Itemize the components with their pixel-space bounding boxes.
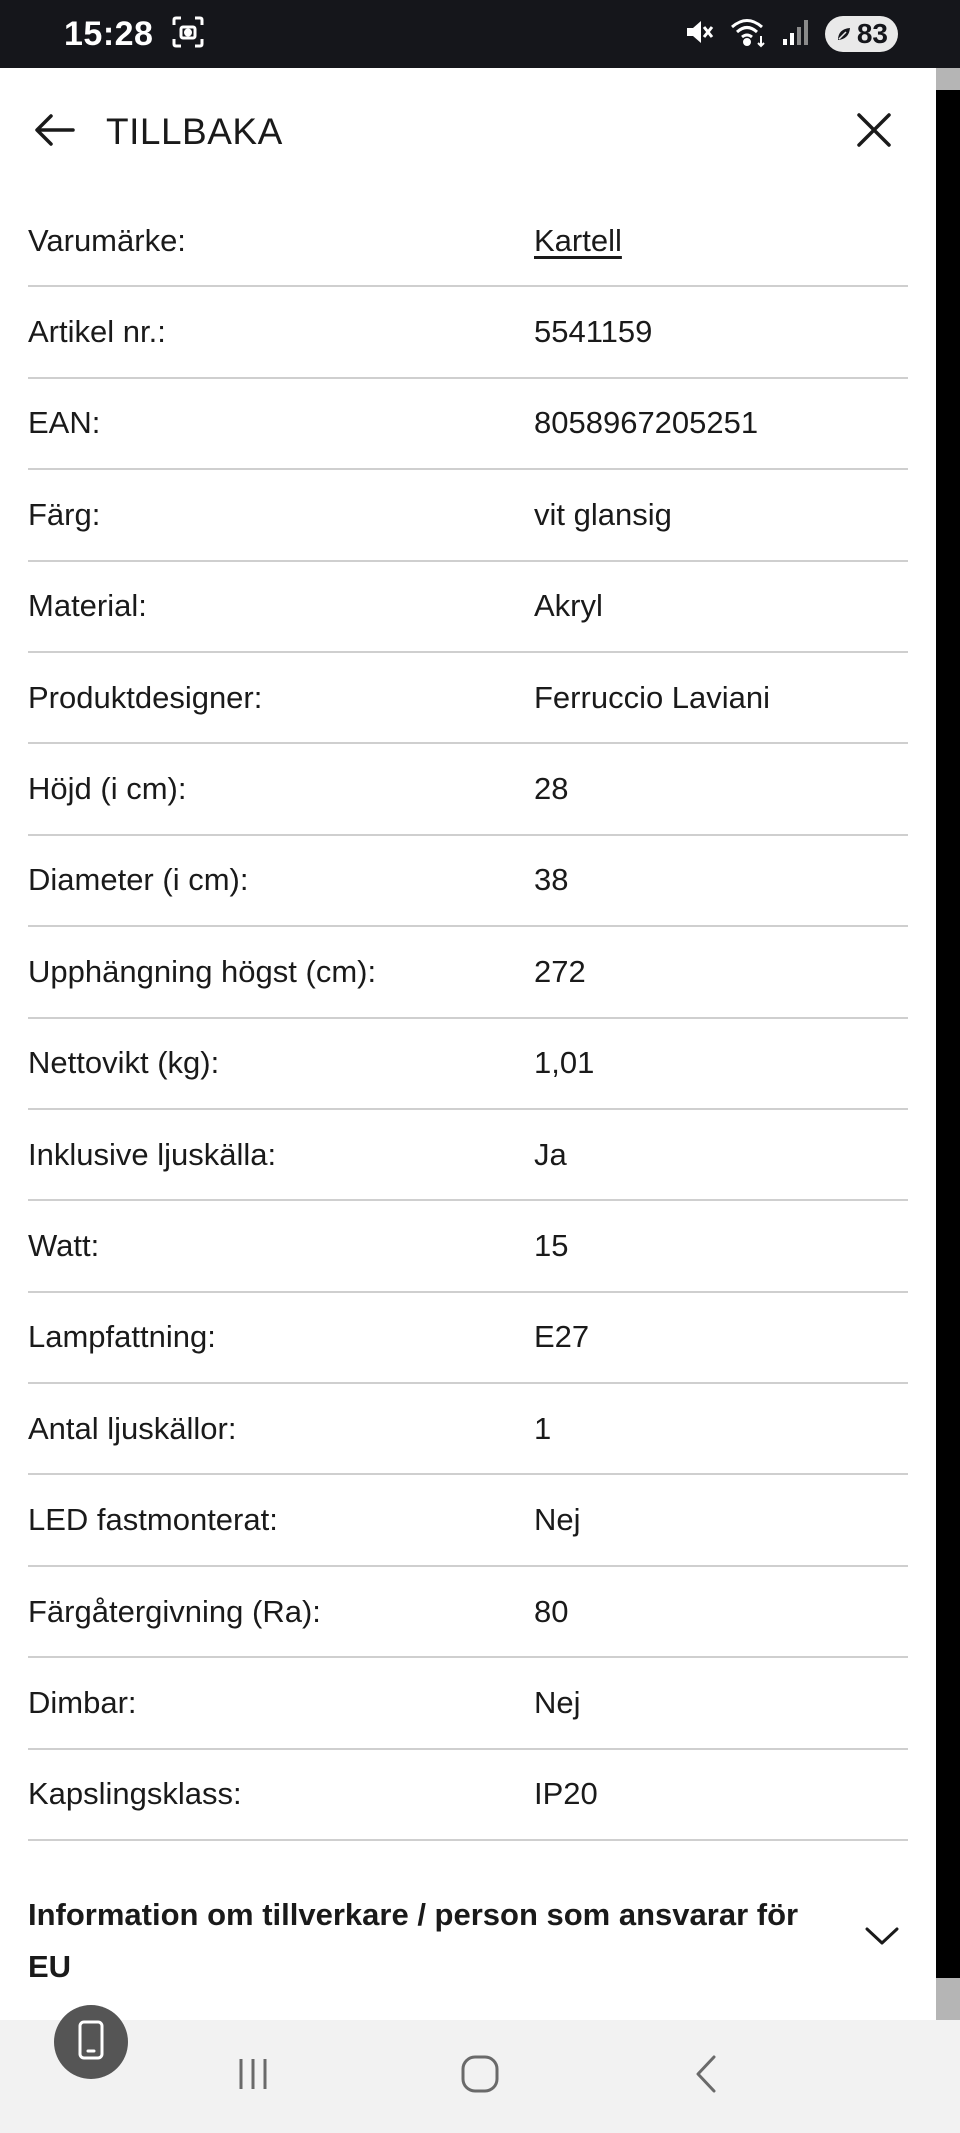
signal-icon <box>781 17 811 52</box>
spec-row-ip-class <box>28 1750 908 1841</box>
system-back-button[interactable] <box>667 2037 747 2117</box>
back-button[interactable] <box>34 111 283 153</box>
scrollbar[interactable] <box>936 68 960 2020</box>
product-specs-panel <box>0 68 936 2020</box>
system-nav-bar <box>0 2020 960 2133</box>
recent-apps-icon <box>233 2054 273 2099</box>
spec-key: Nettovikt (kg): <box>28 1045 220 1081</box>
spec-key: Produktdesigner: <box>28 679 263 715</box>
spec-key: LED fastmonterat: <box>28 1502 278 1538</box>
spec-value: Nej <box>534 1502 581 1538</box>
spec-value: 5541159 <box>534 314 653 350</box>
spec-key: Diameter (i cm): <box>28 862 249 898</box>
scrollbar-thumb-top[interactable] <box>936 68 960 90</box>
brand-link[interactable]: Kartell <box>534 222 622 258</box>
spec-value: 1,01 <box>534 1045 595 1081</box>
home-button[interactable] <box>440 2037 520 2117</box>
spec-value: 80 <box>534 1593 569 1629</box>
scrollbar-thumb-bottom[interactable] <box>936 1978 960 2020</box>
spec-row-brand <box>28 196 908 287</box>
spec-key: Inklusive ljuskälla: <box>28 1136 277 1172</box>
spec-table <box>28 196 908 1841</box>
spec-value: vit glansig <box>534 496 672 532</box>
back-icon <box>690 2053 724 2100</box>
spec-key: Dimbar: <box>28 1684 137 1720</box>
spec-key: Färgåtergivning (Ra): <box>28 1593 321 1629</box>
mute-icon <box>683 16 715 53</box>
spec-row-color-rendering <box>28 1567 908 1658</box>
spec-row-article-number <box>28 287 908 378</box>
spec-value: 1 <box>534 1410 552 1446</box>
status-bar <box>0 0 960 68</box>
spec-value: Ja <box>534 1136 567 1172</box>
spec-row-diameter <box>28 836 908 927</box>
phone-icon <box>76 2019 106 2066</box>
spec-value: Akryl <box>534 588 603 624</box>
chevron-down-icon <box>864 1925 900 1952</box>
status-time: 15:28 <box>64 14 154 53</box>
spec-row-socket <box>28 1293 908 1384</box>
spec-row-net-weight <box>28 1019 908 1110</box>
recent-apps-button[interactable] <box>213 2037 293 2117</box>
battery-icon <box>825 16 898 52</box>
close-icon <box>856 112 892 153</box>
home-icon <box>459 2053 501 2100</box>
spec-value: Nej <box>534 1684 581 1720</box>
spec-value: Ferruccio Laviani <box>534 679 771 715</box>
spec-row-height <box>28 744 908 835</box>
spec-row-material <box>28 562 908 653</box>
spec-row-ean <box>28 379 908 470</box>
floating-phone-button[interactable] <box>54 2005 128 2079</box>
manufacturer-info-accordion[interactable] <box>28 1889 908 1993</box>
spec-value: E27 <box>534 1319 590 1355</box>
accordion-title: Information om tillverkare / person som ansvarar för EU <box>28 1897 799 1985</box>
spec-value: 38 <box>534 862 569 898</box>
spec-value: IP20 <box>534 1776 598 1812</box>
spec-key: Upphängning högst (cm): <box>28 953 377 989</box>
spec-row-designer <box>28 653 908 744</box>
spec-value: 272 <box>534 953 586 989</box>
spec-value: 15 <box>534 1227 569 1263</box>
spec-key: Varumärke: <box>28 222 186 258</box>
spec-key: Antal ljuskällor: <box>28 1410 237 1446</box>
spec-key: Material: <box>28 588 147 624</box>
spec-row-light-source-count <box>28 1384 908 1475</box>
wifi-icon <box>729 16 767 53</box>
battery-level: 83 <box>856 18 888 49</box>
panel-header <box>0 68 936 196</box>
spec-key: EAN: <box>28 405 101 441</box>
spec-key: Färg: <box>28 496 101 532</box>
spec-key: Watt: <box>28 1227 100 1263</box>
spec-value: 8058967205251 <box>534 405 759 441</box>
spec-key: Kapslingsklass: <box>28 1776 242 1812</box>
spec-key: Artikel nr.: <box>28 314 166 350</box>
spec-row-light-source-included <box>28 1110 908 1201</box>
spec-row-dimmable <box>28 1658 908 1749</box>
spec-row-max-suspension <box>28 927 908 1018</box>
spec-row-led-fixed <box>28 1475 908 1566</box>
spec-row-color <box>28 470 908 561</box>
spec-row-watt <box>28 1201 908 1292</box>
back-label: TILLBAKA <box>106 111 283 152</box>
arrow-left-icon <box>34 113 76 152</box>
spec-value: 28 <box>534 771 569 807</box>
spec-key: Höjd (i cm): <box>28 771 187 807</box>
screenshot-icon <box>171 15 205 54</box>
close-button[interactable] <box>850 108 898 156</box>
spec-key: Lampfattning: <box>28 1319 216 1355</box>
